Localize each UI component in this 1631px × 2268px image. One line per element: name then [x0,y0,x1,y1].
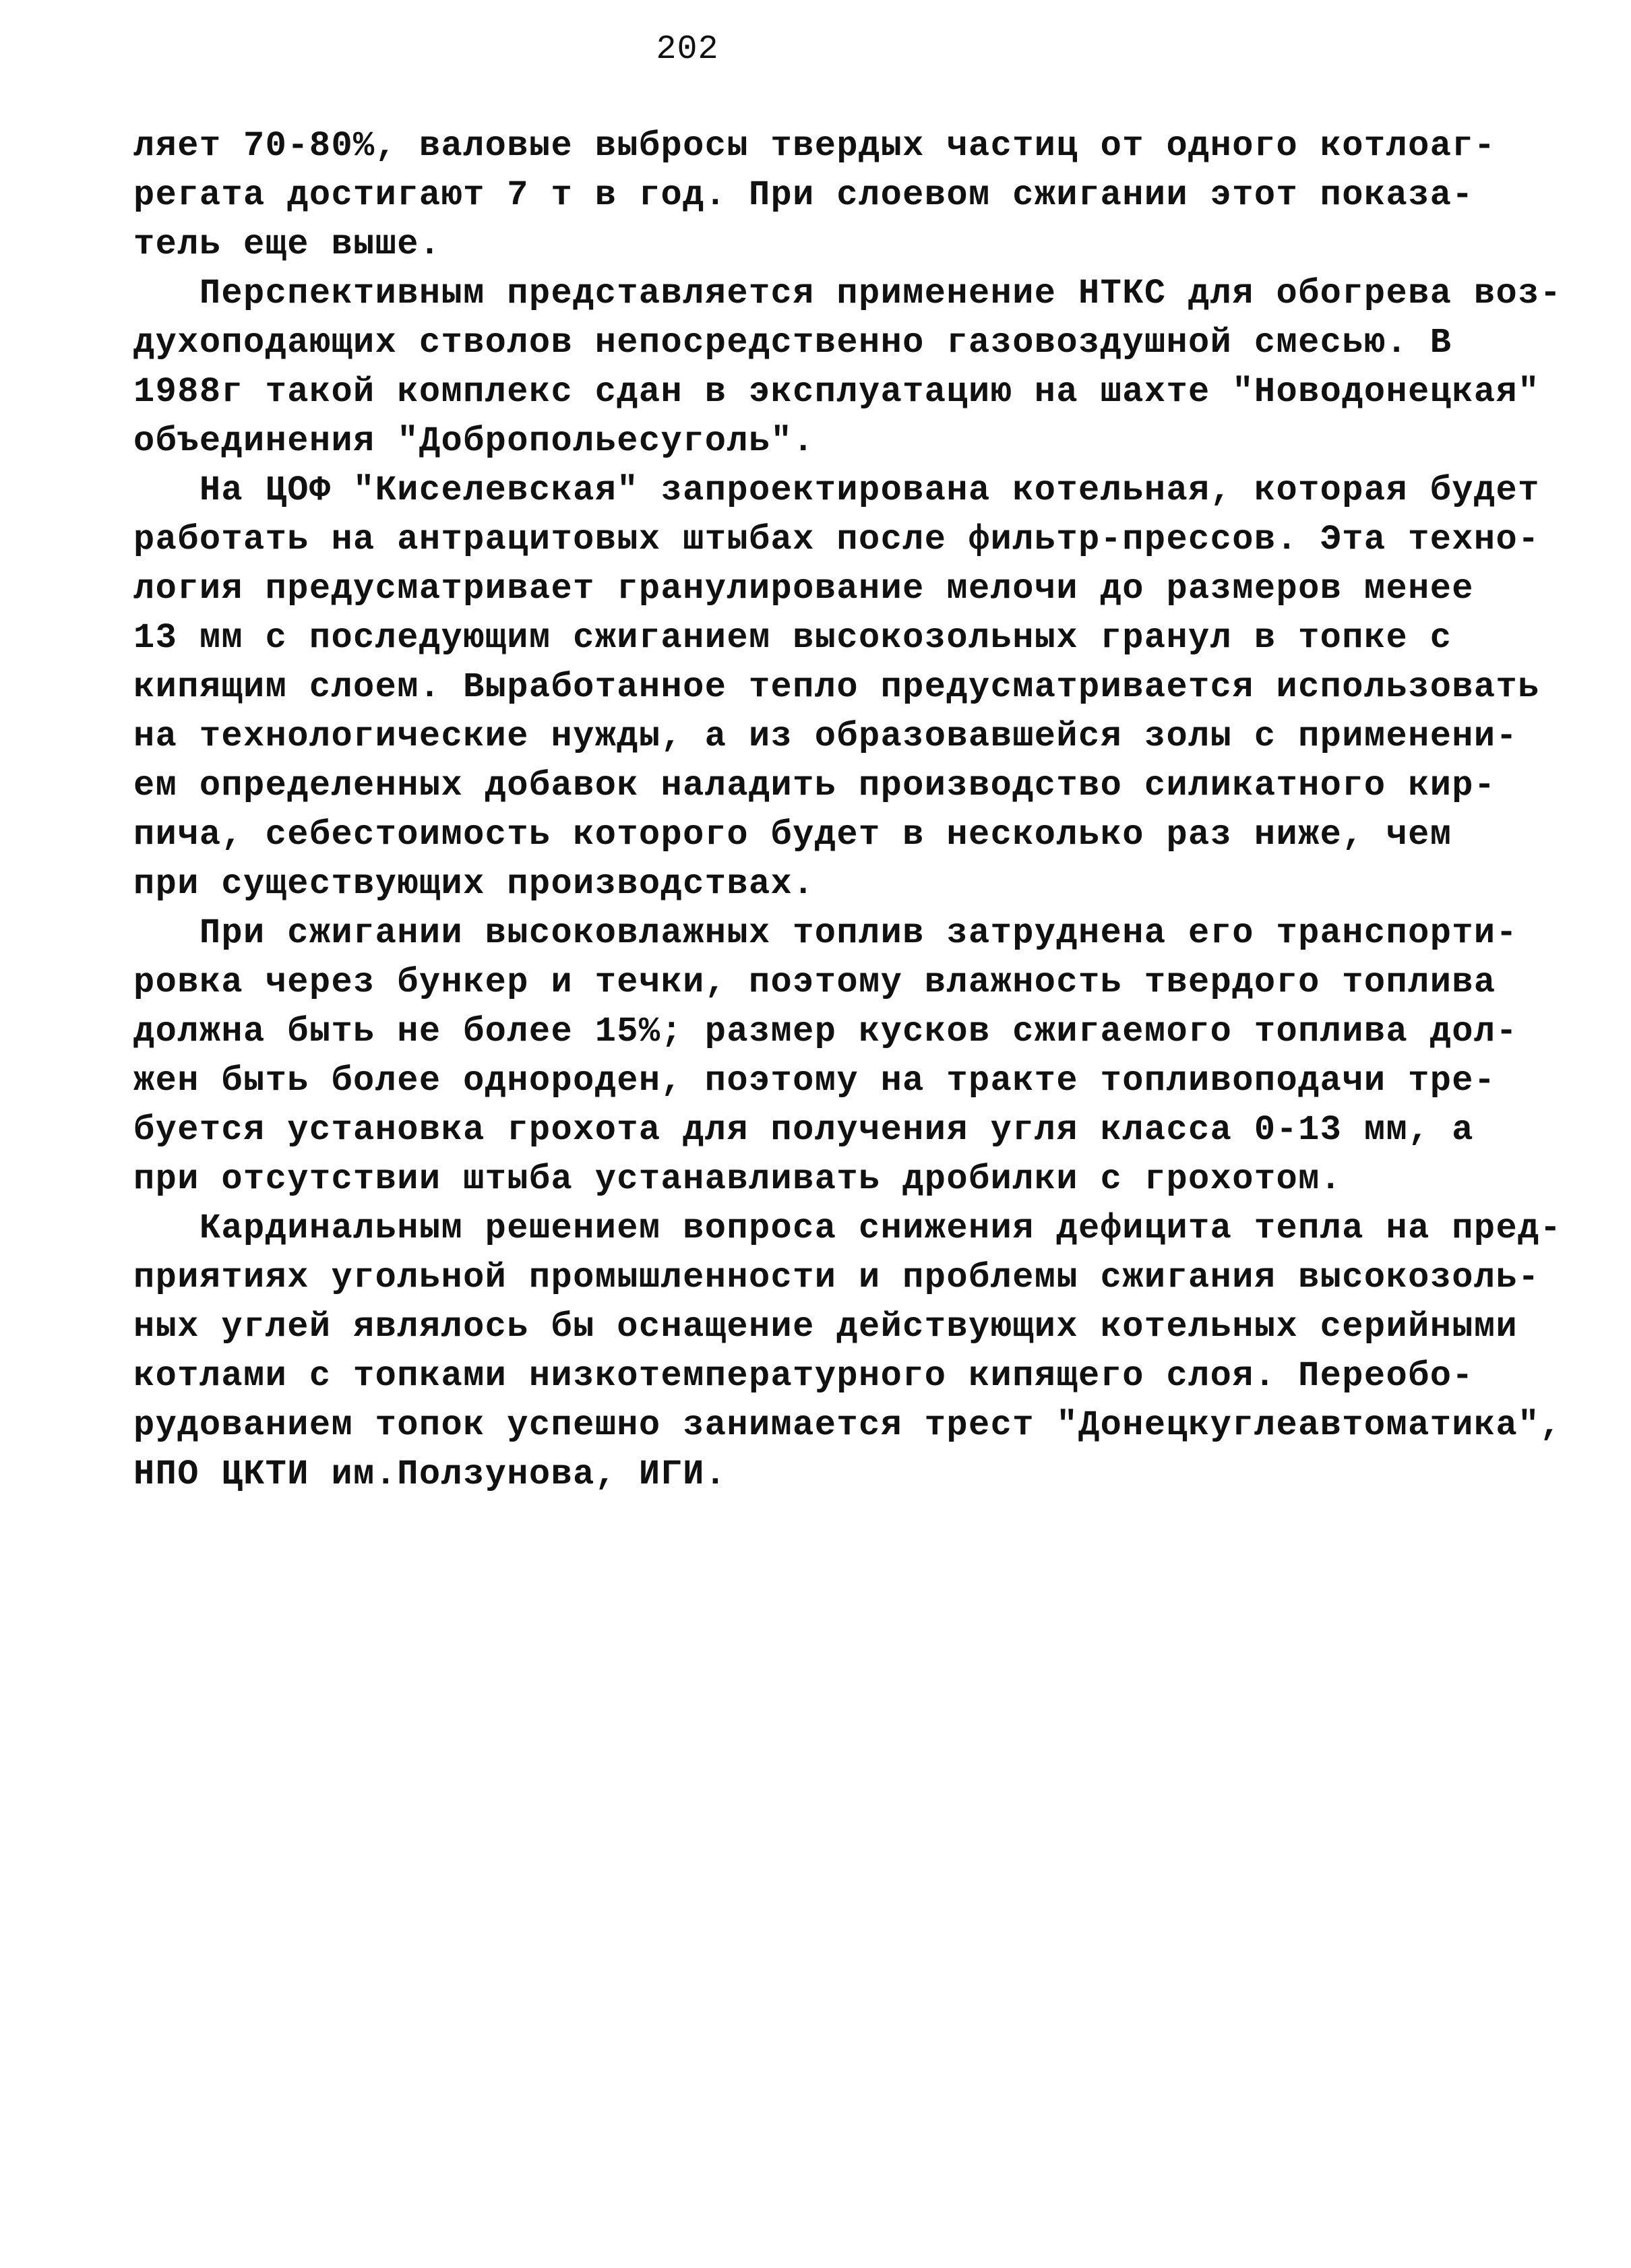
text-line: Перспективным представляется применение НТКС для обогрева воз- [133,274,1562,313]
text-line: логия предусматривает гранулирование мелочи до размеров менее [133,569,1474,609]
text-line: жен быть более однороден, поэтому на тракте топливоподачи тре- [133,1061,1496,1101]
text-line: 1988г такой комплекс сдан в эксплуатацию на шахте "Новодонецкая" [133,372,1540,412]
text-line: при отсутствии штыба устанавливать дробилки с грохотом. [133,1159,1343,1199]
text-line: регата достигают 7 т в год. При слоевом сжигании этот показа- [133,175,1474,215]
text-line: при существующих производствах. [133,864,815,904]
text-line: на технологические нужды, а из образовавшейся золы с применени- [133,716,1518,756]
text-line: объединения "Добропольесуголь". [133,421,815,461]
text-line: При сжигании высоковлажных топлив затруднена его транспорти- [133,913,1518,953]
text-line: ляет 70-80%, валовые выбросы твердых частиц от одного котлоаг- [133,126,1496,166]
text-line: ных углей являлось бы оснащение действующих котельных серийными [133,1307,1518,1347]
text-line: буется установка грохота для получения угля класса 0-13 мм, а [133,1110,1474,1150]
text-line: котлами с топками низкотемпературного кипящего слоя. Переобо- [133,1356,1474,1396]
text-line: пича, себестоимость которого будет в несколько раз ниже, чем [133,815,1452,855]
text-line: рудованием топок успешно занимается трест "Донецкуглеавтоматика", [133,1405,1562,1445]
text-line: кипящим слоем. Выработанное тепло предусматривается использовать [133,667,1540,707]
document-body [133,121,1562,1499]
text-line: тель еще выше. [133,224,441,264]
text-line: На ЦОФ "Киселевская" запроектирована котельная, которая будет [133,470,1540,510]
text-line: Кардинальным решением вопроса снижения дефицита тепла на пред- [133,1208,1562,1248]
text-line: ем определенных добавок наладить производство силикатного кир- [133,766,1496,805]
page-number: 202 [656,30,719,69]
text-line: ровка через бункер и течки, поэтому влажность твердого топлива [133,962,1496,1002]
text-line: приятиях угольной промышленности и проблемы сжигания высокозоль- [133,1258,1540,1297]
text-line: работать на антрацитовых штыбах после фильтр-прессов. Эта техно- [133,520,1540,559]
text-line: должна быть не более 15%; размер кусков сжигаемого топлива дол- [133,1012,1518,1051]
text-line: духоподающих стволов непосредственно газовоздушной смесью. В [133,323,1452,363]
text-line: НПО ЦКТИ им.Ползунова, ИГИ. [133,1454,727,1494]
text-line: 13 мм с последующим сжиганием высокозольных гранул в топке с [133,618,1452,658]
